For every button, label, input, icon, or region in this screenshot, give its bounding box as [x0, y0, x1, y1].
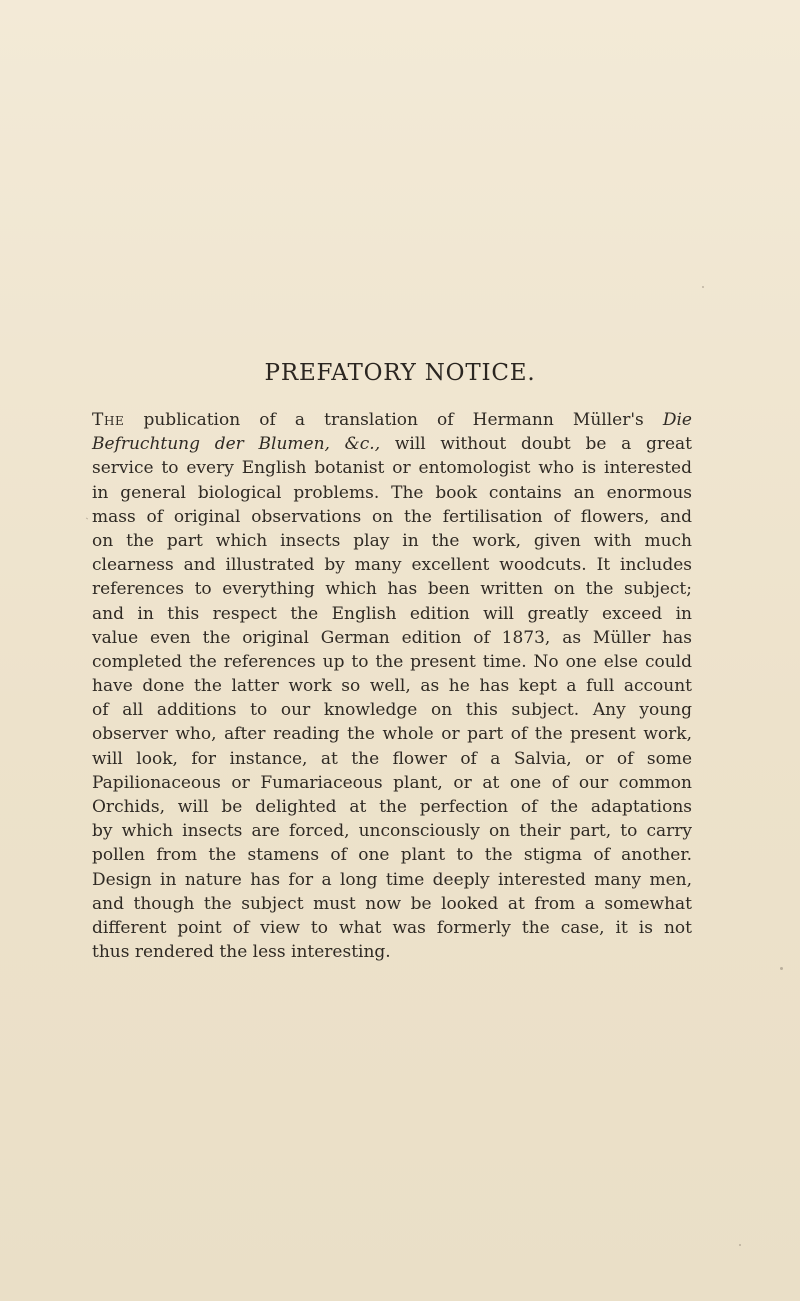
- body-line-10: value even the original German edition of 1873, as Müller has: [92, 627, 692, 648]
- body-line-4: in general biological problems. The book contains an enormous: [92, 482, 692, 503]
- line-1-text: publication of a translation of Hermann Müller's: [124, 410, 663, 430]
- book-title-start: Die: [662, 410, 692, 430]
- body-line-12: have done the latter work so well, as he has kept a full account: [92, 676, 692, 697]
- body-line-14: observer who, after reading the whole or part of the present work,: [92, 724, 692, 745]
- notice-body: [92, 408, 692, 964]
- paper-speck: [702, 286, 704, 288]
- body-line-7: clearness and illustrated by many excellent woodcuts. It includes: [92, 555, 692, 576]
- body-line-18: by which insects are forced, unconsciously on their part, to carry: [92, 821, 692, 842]
- paper-speck: [86, 518, 88, 520]
- book-title-end: Befruchtung der Blumen, &c.,: [92, 434, 381, 455]
- paper-speck: [780, 967, 783, 970]
- body-line-23: thus rendered the less interesting.: [92, 942, 391, 963]
- body-line-3: service to every English botanist or entomologist who is interested: [92, 458, 692, 479]
- body-line-5: mass of original observations on the fertilisation of flowers, and: [92, 506, 692, 527]
- body-line-17: Orchids, will be delighted at the perfection of the adaptations: [92, 797, 692, 817]
- body-line-13: of all additions to our knowledge on this subject. Any young: [92, 700, 692, 721]
- body-line-15: will look, for instance, at the flower of a Salvia, or of some: [92, 748, 692, 769]
- body-line-20: Design in nature has for a long time deeply interested many men,: [92, 869, 692, 890]
- body-line-16: Papilionaceous or Fumariaceous plant, or at one of our common: [92, 772, 692, 793]
- body-line-9: and in this respect the English edition will greatly exceed in: [92, 603, 692, 624]
- body-line-11: completed the references up to the present time. No one else could: [92, 651, 692, 672]
- body-line-21: and though the subject must now be looked at from a somewhat: [92, 893, 692, 914]
- opening-word: The: [92, 410, 125, 430]
- body-line-1: [92, 408, 692, 432]
- body-line-2: [92, 432, 692, 456]
- body-line-22: different point of view to what was formerly the case, it is not: [92, 917, 692, 938]
- body-line-6: on the part which insects play in the work, given with much: [92, 530, 692, 551]
- body-line-8: references to everything which has been written on the subject;: [92, 579, 692, 600]
- paper-speck: [739, 1244, 741, 1246]
- line-2-text: will without doubt be a great: [380, 434, 693, 455]
- body-line-19: pollen from the stamens of one plant to the stigma of another.: [92, 845, 692, 866]
- page-title: PREFATORY NOTICE.: [264, 360, 536, 386]
